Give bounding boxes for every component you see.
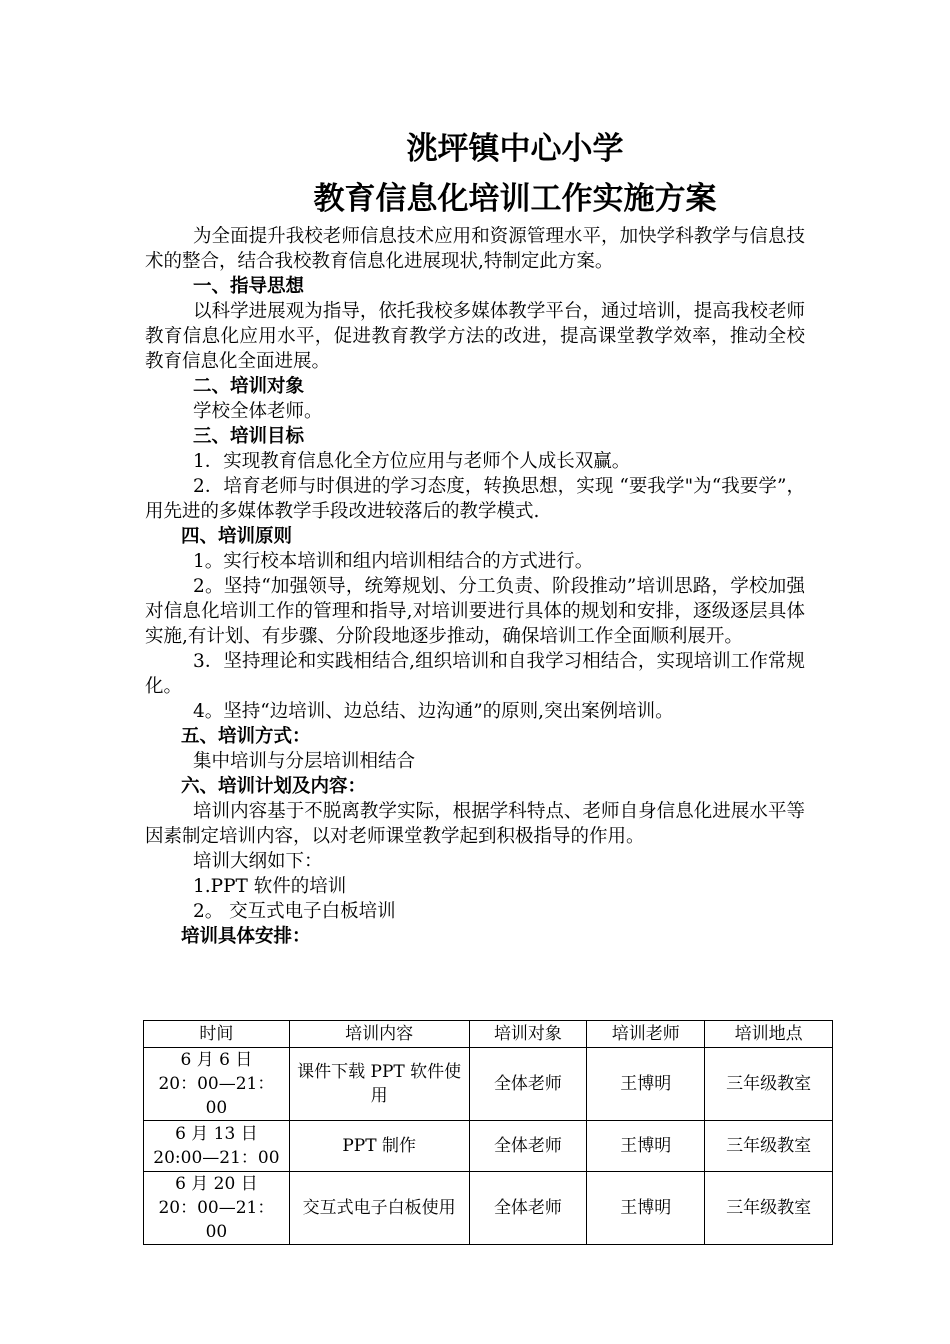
section-text-audience: 学校全体老师。 bbox=[193, 401, 323, 422]
principle-item-1: 1。实行校本培训和组内培训相结合的方式进行。 bbox=[193, 551, 594, 572]
audience-cell: 全体老师 bbox=[469, 1048, 587, 1121]
section-heading-plan: 六、培训计划及内容： bbox=[181, 776, 367, 797]
teacher-cell: 王博明 bbox=[587, 1121, 705, 1172]
place-cell: 三年级教室 bbox=[705, 1121, 833, 1172]
audience-cell: 全体老师 bbox=[469, 1121, 587, 1172]
place-cell: 三年级教室 bbox=[705, 1048, 833, 1121]
principle-item-4: 4。坚持“边培训、边总结、边沟通”的原则,突出案例培训。 bbox=[193, 701, 674, 722]
content-cell: 课件下载 PPT 软件使用 bbox=[289, 1048, 469, 1121]
section-heading-goals: 三、培训目标 bbox=[193, 426, 305, 447]
schedule-heading: 培训具体安排： bbox=[181, 926, 311, 947]
time-cell bbox=[144, 1048, 290, 1121]
column-header: 培训内容 bbox=[289, 1021, 469, 1048]
section-heading-principles: 四、培训原则 bbox=[181, 526, 293, 547]
table-header-row bbox=[144, 1021, 833, 1048]
teacher-cell: 王博明 bbox=[587, 1048, 705, 1121]
time-text: 20：00—21：00 bbox=[158, 1074, 275, 1118]
place-cell: 三年级教室 bbox=[705, 1172, 833, 1245]
document-body bbox=[145, 224, 805, 949]
time-text: 20:00—21：00 bbox=[153, 1148, 280, 1168]
goal-item-2: 2．培育老师与时俱进的学习态度，转换思想，实现 “要我学"为“我要学”，用先进的多媒体教学手段改进较落后的教学模式. bbox=[145, 476, 805, 522]
section-text-guiding: 以科学进展观为指导，依托我校多媒体教学平台，通过培训，提高我校老师教育信息化应用水平，促进教育教学方法的改进，提高课堂教学效率，推动全校教育信息化全面进展。 bbox=[145, 301, 805, 372]
outline-item-2: 2。 交互式电子白板培训 bbox=[193, 901, 396, 922]
principle-item-3: 3．坚持理论和实践相结合,组织培训和自我学习相结合，实现培训工作常规化。 bbox=[145, 651, 805, 697]
schedule-table bbox=[143, 1020, 833, 1245]
audience-cell: 全体老师 bbox=[469, 1172, 587, 1245]
section-heading-guiding: 一、指导思想 bbox=[193, 276, 305, 297]
outline-item-1: 1.PPT 软件的培训 bbox=[193, 876, 347, 897]
column-header: 培训对象 bbox=[469, 1021, 587, 1048]
intro-paragraph: 为全面提升我校老师信息技术应用和资源管理水平，加快学科教学与信息技术的整合，结合我校教育信息化进展现状,特制定此方案。 bbox=[145, 226, 805, 272]
teacher-cell: 王博明 bbox=[587, 1172, 705, 1245]
column-header: 培训老师 bbox=[587, 1021, 705, 1048]
outline-label: 培训大纲如下： bbox=[193, 851, 323, 872]
school-title: 洮坪镇中心小学 bbox=[406, 131, 624, 167]
principle-item-2: 2。坚持“加强领导，统筹规划、分工负责、阶段推动”培训思路，学校加强对信息化培训工作的管理和指导,对培训要进行具体的规划和安排，逐级逐层具体实施,有计划、有步骤、分阶段地逐步推动，确保培训工作全面顺利展开。 bbox=[145, 576, 805, 647]
table-row bbox=[144, 1048, 833, 1121]
time-text: 20：00—21：00 bbox=[158, 1198, 275, 1242]
time-cell bbox=[144, 1121, 290, 1172]
content-cell: 交互式电子白板使用 bbox=[289, 1172, 469, 1245]
date-text: 6 月 6 日 bbox=[180, 1050, 253, 1070]
goal-item-1: 1．实现教育信息化全方位应用与老师个人成长双赢。 bbox=[193, 451, 631, 472]
column-header: 时间 bbox=[144, 1021, 290, 1048]
date-text: 6 月 13 日 bbox=[175, 1124, 258, 1144]
table-row bbox=[144, 1172, 833, 1245]
column-header: 培训地点 bbox=[705, 1021, 833, 1048]
section-heading-audience: 二、培训对象 bbox=[193, 376, 305, 397]
section-text-plan: 培训内容基于不脱离教学实际，根据学科特点、老师自身信息化进展水平等因素制定培训内容，以对老师课堂教学起到积极指导的作用。 bbox=[145, 801, 805, 847]
table-row bbox=[144, 1121, 833, 1172]
date-text: 6 月 20 日 bbox=[175, 1174, 258, 1194]
time-cell bbox=[144, 1172, 290, 1245]
document-title: 教育信息化培训工作实施方案 bbox=[313, 181, 717, 217]
section-text-method: 集中培训与分层培训相结合 bbox=[193, 751, 416, 772]
content-cell: PPT 制作 bbox=[289, 1121, 469, 1172]
section-heading-method: 五、培训方式： bbox=[181, 726, 311, 747]
